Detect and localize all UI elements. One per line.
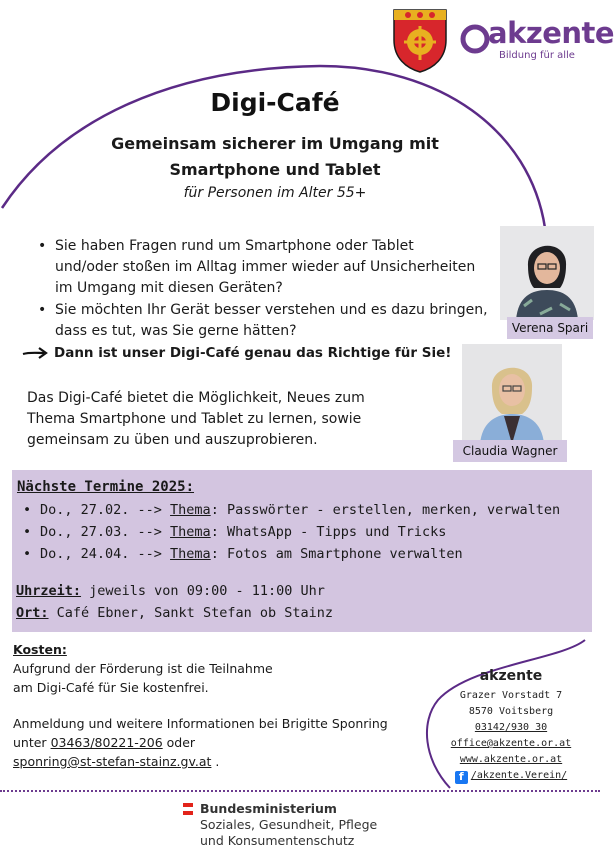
list-item: • Sie möchten Ihr Gerät besser verstehen und es dazu bringen, dass es tut, was Sie gerne hätten? [35,300,495,342]
divider [0,790,600,792]
costs-label: Kosten: [13,642,67,657]
facebook-link[interactable]: /akzente.Verein/ [470,770,568,781]
description: Das Digi-Café bietet die Möglichkeit, Neues zum Thema Smartphone und Tablet zu lernen, sowie gemeinsam zu üben und auszuprobieren. [27,390,365,448]
trainer-photo-verena [500,226,594,320]
dates-box [12,470,592,632]
intro-list [35,236,495,343]
time-and-place: Uhrzeit: jeweils von 09:00 - 11:00 Uhr Ort: Café Ebner, Sankt Stefan ob Stainz [16,583,333,621]
call-to-action [22,345,451,361]
subtitle-line-2: Smartphone und Tablet [169,160,381,179]
arrow-right-icon [22,347,48,359]
ministry-logo: Bundesministerium Soziales, Gesundheit, Pflege und Konsumentenschutz [200,801,377,849]
trainer-caption: Claudia Wagner [453,440,567,462]
costs-section: Kosten: Aufgrund der Förderung ist die Teilnahme am Digi-Café für Sie kostenfrei. [13,640,433,697]
org-contact: akzente Grazer Vorstadt 7 8570 Voitsberg 03142/930 30 office@akzente.or.at www.akzente.or.at f /akzente.Verein/ [436,668,586,784]
target-group: für Personen im Alter 55+ [183,185,367,201]
logo-wordmark: akzente [488,16,614,50]
page-title: Digi-Café [210,88,340,117]
list-item: • Do., 27.03. --> Thema: WhatsApp - Tipps und Tricks [20,521,560,543]
registration-section: Anmeldung und weitere Informationen bei Brigitte Sponring unter 03463/80221-206 oder sponring@st-stefan-stainz.gv.at . [13,716,388,769]
email-link[interactable]: sponring@st-stefan-stainz.gv.at [13,754,212,769]
org-name: akzente [479,668,543,684]
subtitle [80,131,470,183]
trainer-caption: Verena Spari [507,317,593,339]
phone-link[interactable]: 03463/80221-206 [50,735,163,750]
list-item: • Do., 27.02. --> Thema: Passwörter - erstellen, merken, verwalten [20,499,560,521]
dates-list [20,499,560,565]
list-item: • Do., 24.04. --> Thema: Fotos am Smartphone verwalten [20,543,560,565]
austria-flag-icon [183,803,193,815]
org-website-link[interactable]: www.akzente.or.at [459,754,563,765]
facebook-icon: f [455,771,468,784]
trainer-photo-claudia [462,344,562,444]
dates-heading: Nächste Termine 2025: [17,479,195,495]
subtitle-line-1: Gemeinsam sicherer im Umgang mit [111,134,439,153]
org-email-link[interactable]: office@akzente.or.at [450,738,572,749]
org-phone-link[interactable]: 03142/930 30 [474,722,548,733]
akzente-logo [460,16,614,64]
logo-tagline: Bildung für alle [499,50,575,61]
list-item: • Sie haben Fragen rund um Smartphone oder Tablet und/oder stoßen im Alltag immer wieder auf Unsicherheiten im Umgang mit diesen Geräten? [35,236,495,299]
call-to-action-text: Dann ist unser Digi-Café genau das Richtige für Sie! [54,345,452,361]
municipality-coat-of-arms [390,6,450,74]
